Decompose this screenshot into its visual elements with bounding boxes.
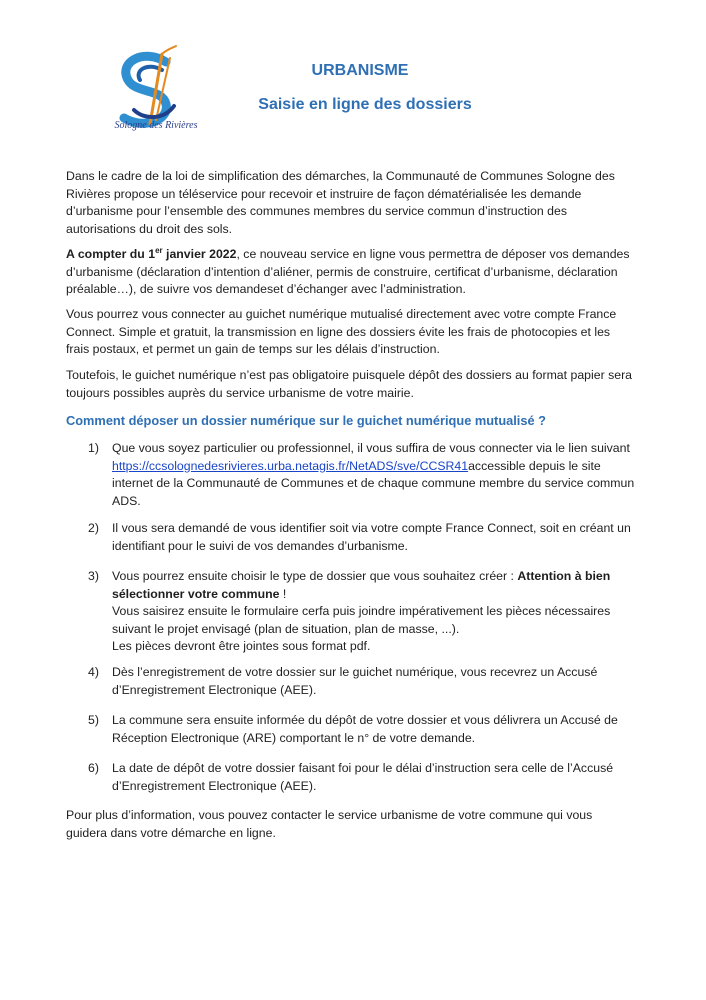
guichet-link[interactable]: https://ccsolognedesrivieres.urba.netagis.fr/NetADS/sve/CCSR41 bbox=[112, 458, 469, 473]
intro-paragraph-4-text: Toutefois, le guichet numérique n’est pas obligatoire puisquele dépôt des dossiers au format papier sera toujours possibles auprès du service urbanisme de votre mairie. bbox=[66, 368, 632, 400]
intro-paragraph-2-text: , ce nouveau service en ligne vous permettra de déposer vos demandes d’urbanisme (déclaration d’intention d’aliéner, permis de construire, certificat d’urbanisme, déclaration préalable…), de suivre vos demandeset d’échanger avec l’administration. bbox=[66, 247, 630, 296]
intro-paragraph-1 bbox=[66, 168, 634, 238]
step-number: 1) bbox=[88, 441, 99, 455]
commune-warning: Attention à bien sélectionner votre commune bbox=[112, 569, 611, 601]
step-text: La date de dépôt de votre dossier faisant foi pour le délai d’instruction sera celle de l’Accusé d’Enregistrement Electronique (AEE). bbox=[112, 761, 614, 793]
step-1-text-end: accessible depuis le site internet de la Communauté de Communes et de chaque commune membre du service commun ADS. bbox=[112, 458, 635, 508]
section-heading: Comment déposer un dossier numérique sur le guichet numérique mutualisé ? bbox=[66, 413, 546, 428]
intro-paragraph-1-text: Dans le cadre de la loi de simplification des démarches, la Communauté de Communes Sologne des Rivières propose un téléservice pour recevoir et instruire de façon dématérialisée les demande d’urbanisme pour l’ensemble des communes membres du service commun d’instruction des autorisations du droit des sols. bbox=[66, 169, 615, 236]
step-number: 2) bbox=[88, 521, 99, 535]
step-number: 5) bbox=[88, 713, 99, 727]
closing-paragraph-text: Pour plus d’information, vous pouvez contacter le service urbanisme de votre commune qui vous guidera dans votre démarche en ligne. bbox=[66, 808, 593, 840]
intro-paragraph-2 bbox=[66, 246, 634, 299]
step-number: 3) bbox=[88, 569, 99, 583]
intro-paragraph-3-text: Vous pourrez vous connecter au guichet numérique mutualisé directement avec votre compte France Connect. Simple et gratuit, la transmission en ligne des dossiers évite les frais de photocopies et les frais postaux, et permet un gain de temps sur les délais d’instruction. bbox=[66, 307, 617, 356]
start-date-ordinal: er bbox=[155, 245, 163, 255]
page-title: URBANISME bbox=[311, 62, 409, 79]
page-subtitle: Saisie en ligne des dossiers bbox=[258, 96, 472, 113]
step-3-line-2: Vous saisirez ensuite le formulaire cerfa puis joindre impérativement les pièces nécessaires suivant le projet envisagé (plan de situation, plan de masse, ...). bbox=[112, 604, 611, 636]
closing-paragraph bbox=[66, 807, 634, 842]
start-date-rest: janvier 2022 bbox=[162, 247, 237, 261]
step-number: 6) bbox=[88, 761, 99, 775]
step-3-text-end: ! bbox=[279, 586, 287, 601]
step-text bbox=[112, 440, 640, 510]
step-text bbox=[112, 568, 640, 656]
intro-paragraph-4 bbox=[66, 367, 634, 402]
start-date-lead: A compter du 1 bbox=[66, 247, 156, 261]
step-number: 4) bbox=[88, 665, 99, 679]
intro-paragraph-3 bbox=[66, 306, 634, 359]
step-3-line-3: Les pièces devront être jointes sous format pdf. bbox=[112, 639, 371, 653]
step-1-text: Que vous soyez particulier ou professionnel, il vous suffira de vous connecter via le lien suivant bbox=[112, 441, 630, 455]
step-text: La commune sera ensuite informée du dépôt de votre dossier et vous délivrera un Accusé de Réception Electronique (ARE) comportant le n° de votre demande. bbox=[112, 713, 618, 745]
step-text: Dès l’enregistrement de votre dossier sur le guichet numérique, vous recevrez un Accusé d’Enregistrement Electronique (AEE). bbox=[112, 665, 598, 697]
step-text: Il vous sera demandé de vous identifier soit via votre compte France Connect, soit en créant un identifiant pour le suivi de vos demandes d’urbanisme. bbox=[112, 521, 631, 553]
logo-caption: Sologne des Rivières bbox=[114, 120, 198, 131]
step-3-text: Vous pourrez ensuite choisir le type de dossier que vous souhaitez créer : bbox=[112, 569, 518, 583]
